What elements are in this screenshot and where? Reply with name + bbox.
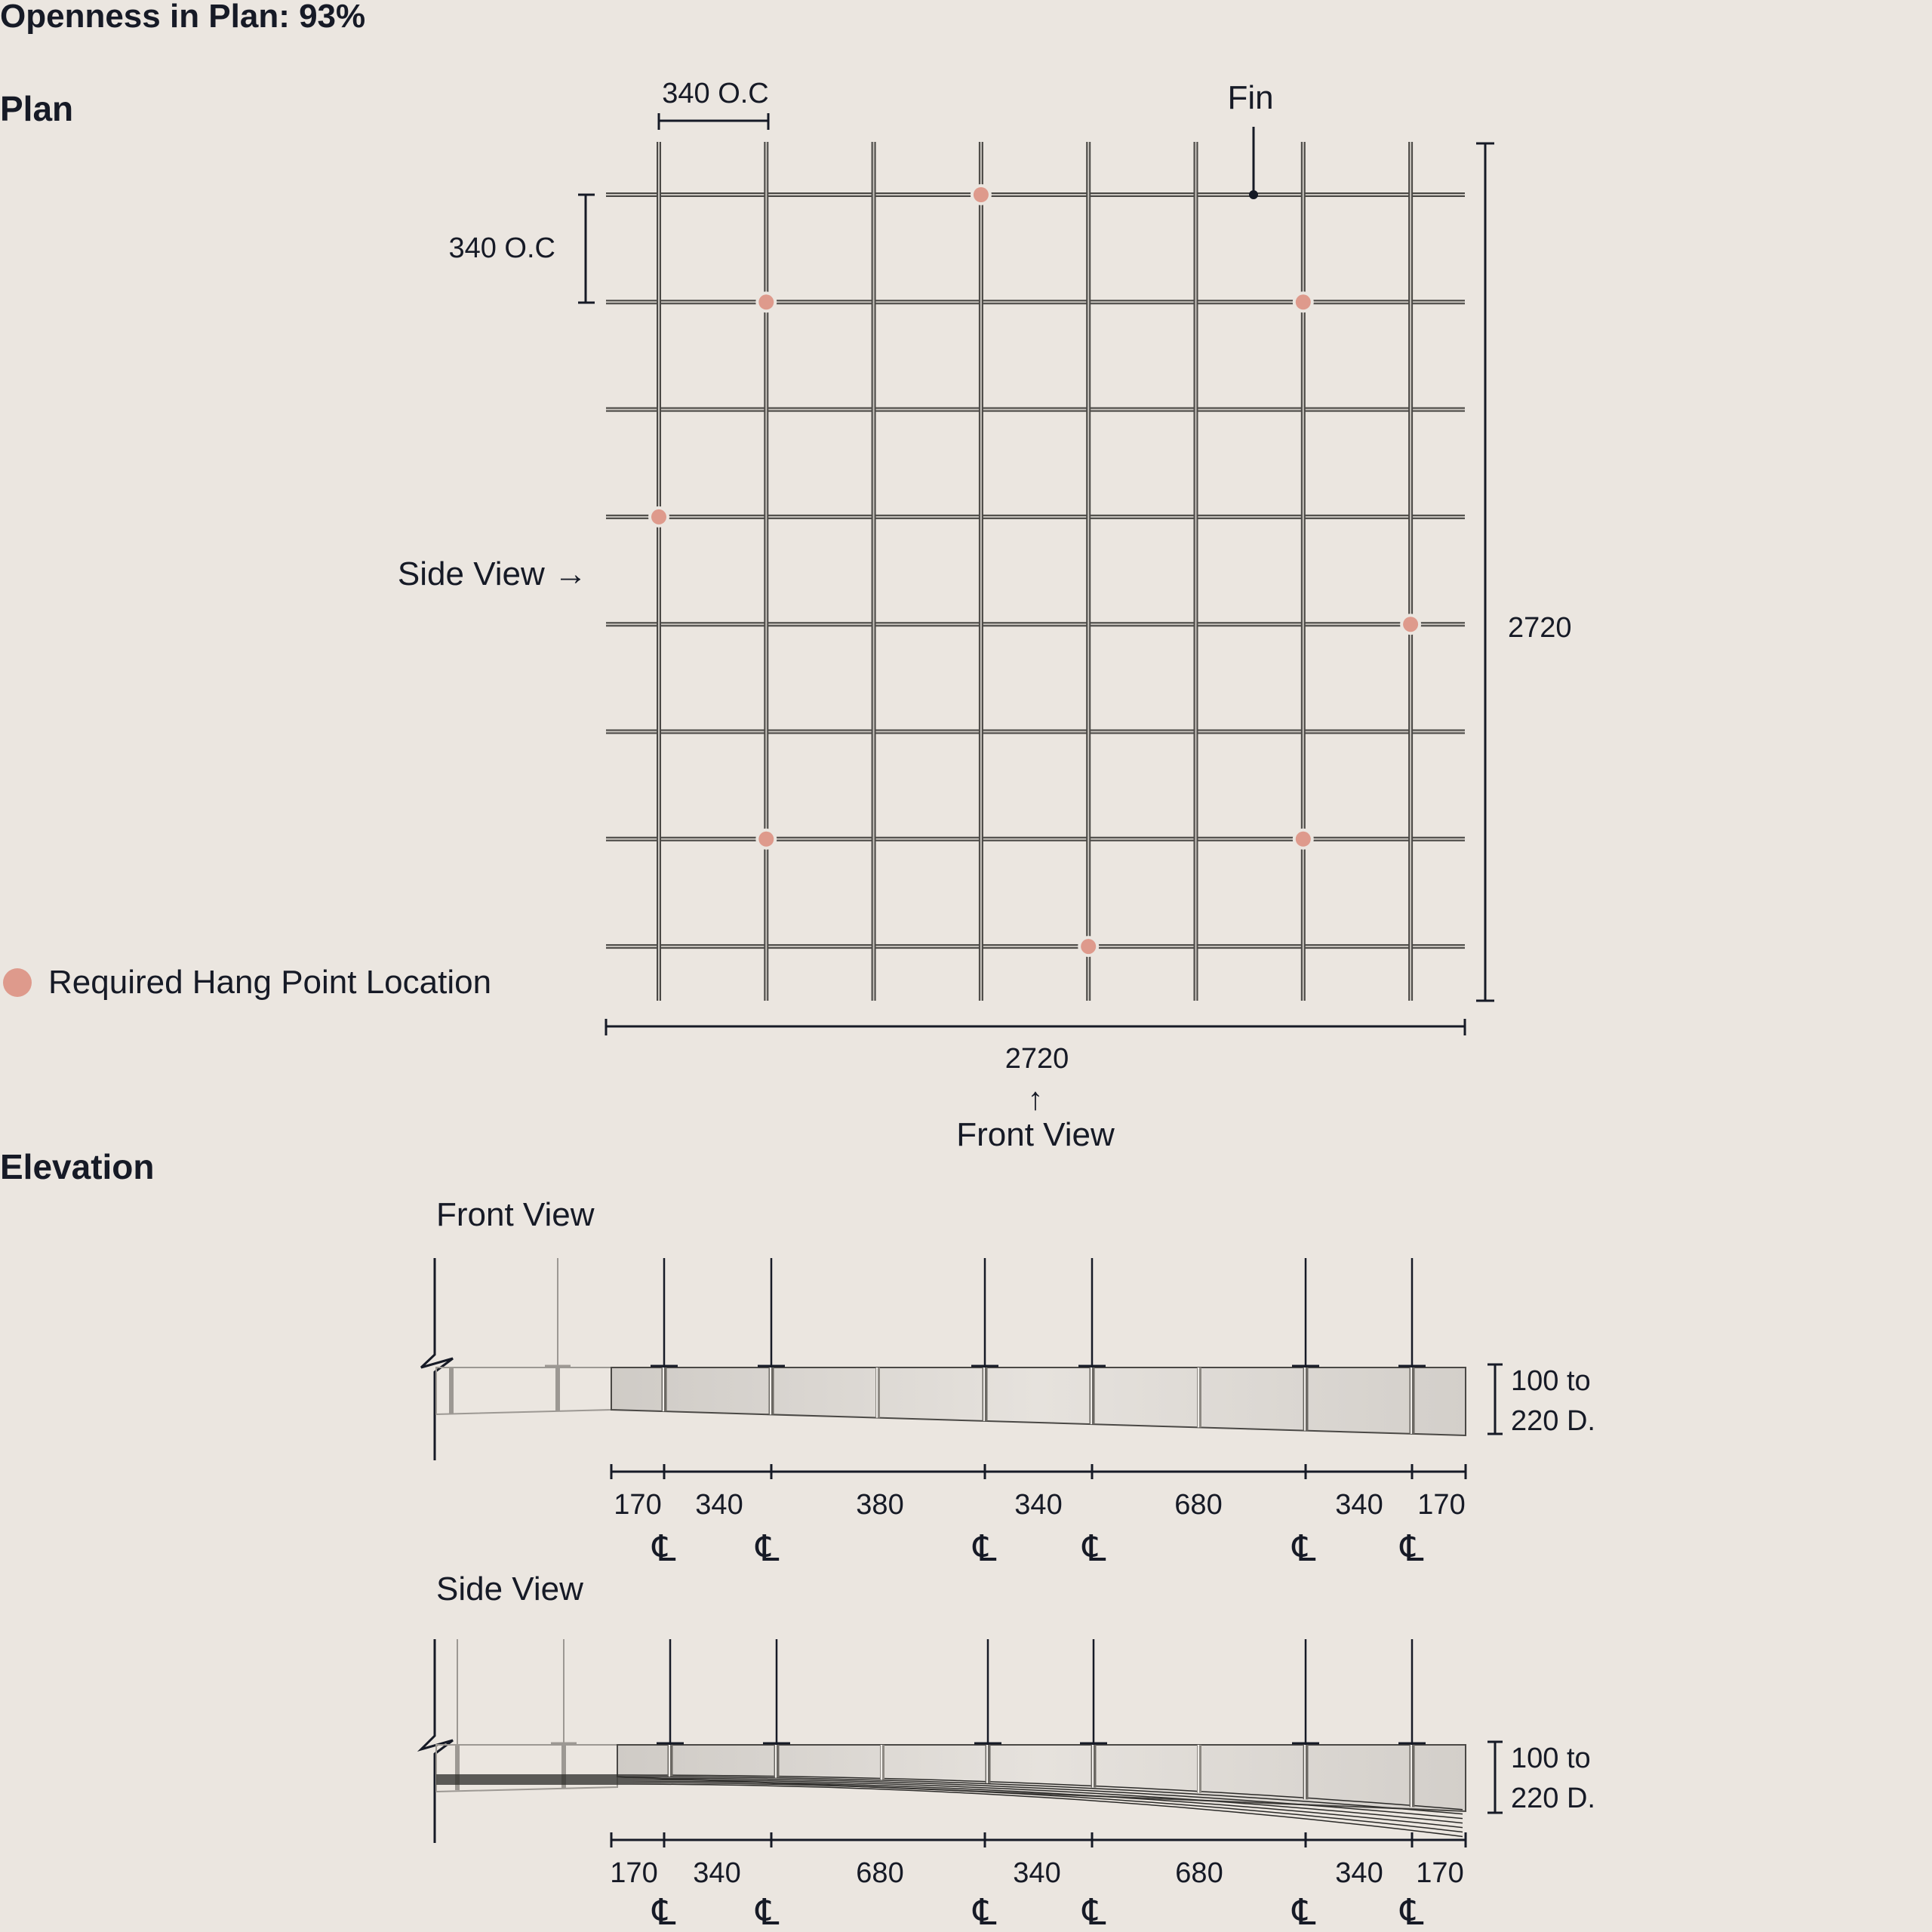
span-label: 170 (614, 1489, 662, 1521)
legend-label: Required Hang Point Location (48, 964, 492, 1001)
hang-point (758, 294, 774, 309)
span-label: 380 (856, 1489, 904, 1521)
front-elevation-title: Front View (436, 1196, 595, 1233)
dim-right-total (1476, 143, 1572, 1001)
side-depth-dim (1487, 1742, 1595, 1814)
front-depth-dim (1487, 1364, 1595, 1437)
hang-point (1403, 617, 1418, 632)
fin-section (1198, 1367, 1199, 1427)
centerline-icon: ℄ (1082, 1893, 1106, 1932)
side-span-dims (610, 1832, 1466, 1932)
span-label: 680 (1174, 1489, 1223, 1521)
fin-callout (1227, 79, 1273, 199)
span-label: 340 (1014, 1489, 1063, 1521)
side-panel (617, 1745, 1466, 1811)
centerline-icon: ℄ (1292, 1529, 1316, 1569)
dim-left-label: 340 O.C (448, 232, 555, 264)
hang-point (974, 187, 989, 202)
centerline-icon: ℄ (755, 1529, 780, 1569)
fin-label: Fin (1227, 79, 1274, 116)
centerline-icon: ℄ (973, 1529, 997, 1569)
hang-point (758, 832, 774, 847)
span-label: 170 (1416, 1857, 1464, 1889)
side-elevation (421, 1639, 1595, 1932)
side-depth-line1: 100 to (1511, 1743, 1591, 1774)
hang-point-legend-icon (3, 968, 32, 997)
span-label: 340 (1013, 1857, 1061, 1889)
hang-point (1296, 832, 1311, 847)
span-label: 680 (1175, 1857, 1223, 1889)
centerline-icon: ℄ (1400, 1893, 1424, 1932)
plan-grid (606, 142, 1465, 1001)
fin-marker (1249, 190, 1258, 199)
centerline-icon: ℄ (1082, 1529, 1106, 1569)
dim-bottom-label: 2720 (1004, 1043, 1069, 1075)
front-depth-line2: 220 D. (1511, 1405, 1595, 1437)
hang-point (1081, 939, 1096, 954)
centerline-icon: ℄ (755, 1893, 780, 1932)
hang-point (651, 509, 666, 525)
side-depth-line2: 220 D. (1511, 1783, 1595, 1814)
front-arrow-icon: ↑ (1027, 1081, 1044, 1116)
span-label: 340 (695, 1489, 743, 1521)
fin-section (1198, 1745, 1199, 1793)
dim-right-label: 2720 (1508, 612, 1572, 644)
dim-top-label: 340 O.C (662, 78, 769, 109)
span-label: 340 (693, 1857, 741, 1889)
front-ghost-panel (436, 1367, 611, 1414)
side-view-label: Side View → (397, 555, 587, 592)
elevation-heading: Elevation (0, 1147, 155, 1186)
dim-top-spacing (659, 78, 769, 130)
centerline-icon: ℄ (973, 1893, 997, 1932)
hang-point (1296, 294, 1311, 309)
fin-section (877, 1367, 878, 1418)
dim-bottom-total (606, 1019, 1465, 1153)
span-label: 170 (1417, 1489, 1466, 1521)
front-panel (611, 1367, 1466, 1435)
span-label: 170 (610, 1857, 658, 1889)
side-break-line (421, 1639, 453, 1843)
centerline-icon: ℄ (1292, 1893, 1316, 1932)
span-label: 340 (1335, 1489, 1383, 1521)
page-title: Openness in Plan: 93% (0, 0, 366, 35)
span-label: 340 (1335, 1857, 1383, 1889)
side-elevation-title: Side View (436, 1571, 583, 1607)
centerline-icon: ℄ (652, 1893, 676, 1932)
front-span-dims (611, 1464, 1466, 1569)
span-label: 680 (856, 1857, 904, 1889)
fin-section (881, 1745, 882, 1780)
legend (3, 964, 491, 1001)
centerline-icon: ℄ (1400, 1529, 1424, 1569)
front-view-label: Front View (956, 1116, 1115, 1153)
front-break-line (421, 1258, 453, 1460)
plan-cols (659, 142, 1411, 1001)
centerline-icon: ℄ (652, 1529, 676, 1569)
plan-rows (606, 195, 1465, 946)
plan-heading: Plan (0, 89, 74, 128)
front-elevation (421, 1258, 1595, 1569)
front-depth-line1: 100 to (1511, 1365, 1591, 1397)
dim-left-spacing (448, 195, 595, 303)
